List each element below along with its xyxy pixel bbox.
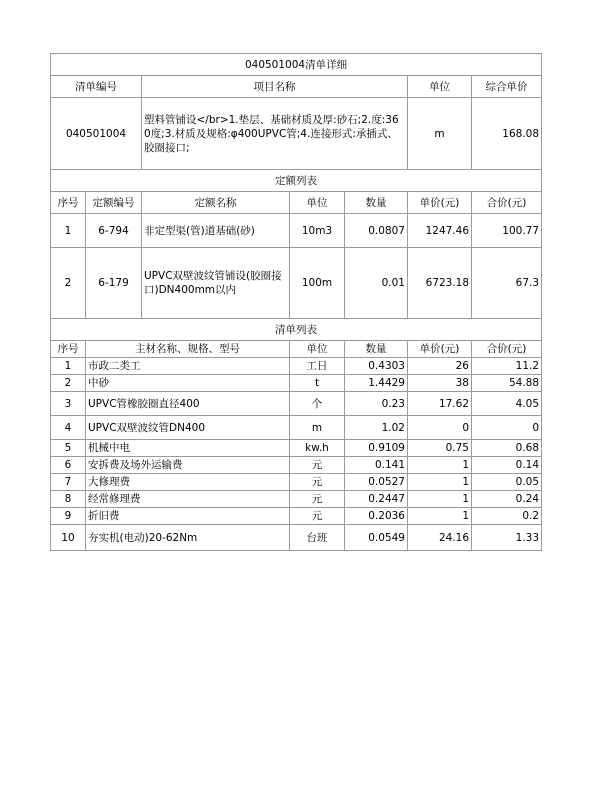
material-total: 4.05: [472, 392, 542, 416]
material-name-header: 主材名称、规格、型号: [86, 341, 290, 358]
quota-price: 6723.18: [408, 248, 472, 319]
quota-unit-header: 单位: [290, 192, 345, 214]
material-unit-header: 单位: [290, 341, 345, 358]
material-name: 夯实机(电动)20-62Nm: [86, 525, 290, 551]
material-price: 26: [408, 358, 472, 375]
material-price: 1: [408, 508, 472, 525]
material-qty: 1.4429: [345, 375, 408, 392]
material-name: 市政二类工: [86, 358, 290, 375]
quota-no: 1: [51, 214, 86, 248]
material-unit: t: [290, 375, 345, 392]
quota-total: 67.3: [472, 248, 542, 319]
material-qty: 0.141: [345, 457, 408, 474]
title-row: [51, 54, 542, 76]
quota-section-title: 定额列表: [51, 170, 542, 192]
material-unit: kw.h: [290, 440, 345, 457]
quota-no: 2: [51, 248, 86, 319]
material-name: 经常修理费: [86, 491, 290, 508]
bill-name-header: 项目名称: [142, 76, 408, 98]
quota-unit: 10m3: [290, 214, 345, 248]
material-price: 0: [408, 416, 472, 440]
bill-name: 塑料管铺设</br>1.垫层、基础材质及厚:砂石;2.度:360度;3.材质及规格:φ400UPVC管;4.连接形式:承插式、胶圈接口;: [142, 98, 408, 170]
material-unit: m: [290, 416, 345, 440]
material-no: 10: [51, 525, 86, 551]
material-row: [51, 375, 542, 392]
quota-code-header: 定额编号: [86, 192, 142, 214]
material-total: 0: [472, 416, 542, 440]
quota-row: [51, 214, 542, 248]
bill-unit-header: 单位: [408, 76, 472, 98]
material-name: 机械中电: [86, 440, 290, 457]
bill-code-header: 清单编号: [51, 76, 142, 98]
material-price: 1: [408, 457, 472, 474]
material-price: 24.16: [408, 525, 472, 551]
material-total: 0.2: [472, 508, 542, 525]
material-unit: 元: [290, 457, 345, 474]
quota-total-header: 合价(元): [472, 192, 542, 214]
material-header-row: [51, 341, 542, 358]
material-no: 9: [51, 508, 86, 525]
material-no: 1: [51, 358, 86, 375]
material-unit: 工日: [290, 358, 345, 375]
material-row: [51, 525, 542, 551]
material-no: 5: [51, 440, 86, 457]
material-price: 38: [408, 375, 472, 392]
material-unit: 元: [290, 474, 345, 491]
quota-header-row: [51, 192, 542, 214]
bill-row: [51, 98, 542, 170]
material-name: UPVC双壁波纹管DN400: [86, 416, 290, 440]
material-no: 4: [51, 416, 86, 440]
quota-code: 6-794: [86, 214, 142, 248]
material-qty: 0.4303: [345, 358, 408, 375]
material-unit: 元: [290, 508, 345, 525]
material-qty: 0.0527: [345, 474, 408, 491]
table-title: 040501004清单详细: [51, 54, 542, 76]
material-name: 折旧费: [86, 508, 290, 525]
material-section-title: 清单列表: [51, 319, 542, 341]
material-name: 中砂: [86, 375, 290, 392]
bill-header-row: [51, 76, 542, 98]
material-total: 0.24: [472, 491, 542, 508]
material-row: [51, 416, 542, 440]
material-row: [51, 392, 542, 416]
quota-code: 6-179: [86, 248, 142, 319]
quota-price-header: 单价(元): [408, 192, 472, 214]
material-total-header: 合价(元): [472, 341, 542, 358]
material-no: 6: [51, 457, 86, 474]
material-qty-header: 数量: [345, 341, 408, 358]
material-name: 安拆费及场外运输费: [86, 457, 290, 474]
quota-row: [51, 248, 542, 319]
material-section-row: [51, 319, 542, 341]
quota-name: UPVC双壁波纹管铺设(胶圈接口)DN400mm以内: [142, 248, 290, 319]
material-name: 大修理费: [86, 474, 290, 491]
material-total: 1.33: [472, 525, 542, 551]
material-qty: 0.2036: [345, 508, 408, 525]
material-no: 8: [51, 491, 86, 508]
quota-total: 100.77: [472, 214, 542, 248]
quota-name-header: 定额名称: [142, 192, 290, 214]
material-row: [51, 358, 542, 375]
material-qty: 0.2447: [345, 491, 408, 508]
material-total: 0.05: [472, 474, 542, 491]
material-qty: 0.0549: [345, 525, 408, 551]
bill-price-header: 综合单价: [472, 76, 542, 98]
material-price-header: 单价(元): [408, 341, 472, 358]
material-qty: 0.23: [345, 392, 408, 416]
quota-section-row: [51, 170, 542, 192]
material-unit: 个: [290, 392, 345, 416]
bill-price: 168.08: [472, 98, 542, 170]
material-row: [51, 508, 542, 525]
material-no: 7: [51, 474, 86, 491]
material-row: [51, 457, 542, 474]
material-qty: 0.9109: [345, 440, 408, 457]
material-total: 0.68: [472, 440, 542, 457]
material-name: UPVC管橡胶圈直径400: [86, 392, 290, 416]
material-total: 54.88: [472, 375, 542, 392]
quota-name: 非定型渠(管)道基础(砂): [142, 214, 290, 248]
quota-unit: 100m: [290, 248, 345, 319]
bill-code: 040501004: [51, 98, 142, 170]
material-row: [51, 491, 542, 508]
quota-qty-header: 数量: [345, 192, 408, 214]
material-price: 1: [408, 491, 472, 508]
material-unit: 台班: [290, 525, 345, 551]
quota-qty: 0.01: [345, 248, 408, 319]
material-row: [51, 474, 542, 491]
material-no-header: 序号: [51, 341, 86, 358]
material-total: 0.14: [472, 457, 542, 474]
bill-detail-table: [50, 53, 542, 551]
material-price: 17.62: [408, 392, 472, 416]
quota-no-header: 序号: [51, 192, 86, 214]
material-qty: 1.02: [345, 416, 408, 440]
material-price: 0.75: [408, 440, 472, 457]
material-row: [51, 440, 542, 457]
material-price: 1: [408, 474, 472, 491]
material-unit: 元: [290, 491, 345, 508]
quota-qty: 0.0807: [345, 214, 408, 248]
material-no: 3: [51, 392, 86, 416]
material-no: 2: [51, 375, 86, 392]
bill-unit: m: [408, 98, 472, 170]
quota-price: 1247.46: [408, 214, 472, 248]
material-total: 11.2: [472, 358, 542, 375]
